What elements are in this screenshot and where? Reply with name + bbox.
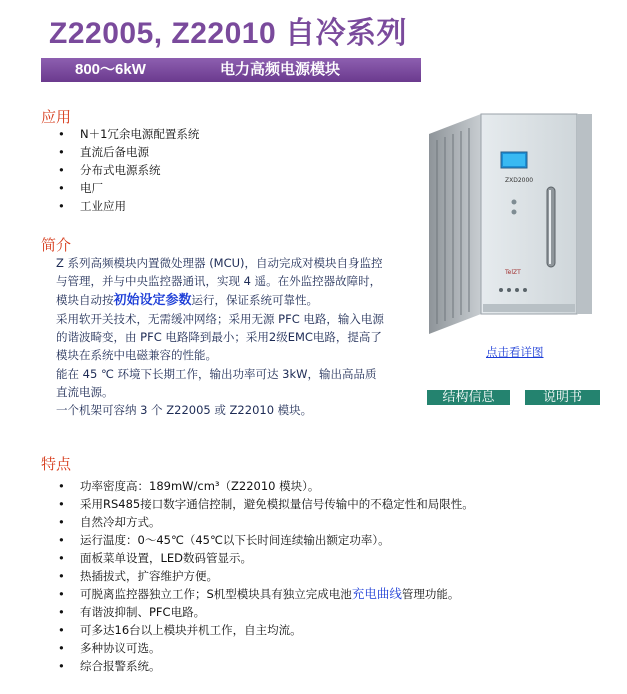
bullet-icon: • bbox=[58, 479, 65, 493]
bullet-icon: • bbox=[58, 181, 65, 195]
intro-paragraph: Z 系列高频模块内置微处理器 (MCU)，自动完成对模块自身监控与管理，并与中央监控器通讯，实现 4 遥。在外监控器故障时，模块自动按初始设定参数运行，保证系统可靠性。 bbox=[56, 256, 383, 308]
applications-heading: 应用 bbox=[41, 108, 72, 126]
intro-text bbox=[56, 254, 386, 420]
bullet-icon: • bbox=[58, 199, 65, 213]
bullet-icon: • bbox=[58, 533, 65, 547]
manual-button[interactable]: 说明书 bbox=[525, 390, 600, 405]
intro-heading: 简介 bbox=[41, 236, 72, 254]
bullet-icon: • bbox=[58, 145, 65, 159]
features-heading: 特点 bbox=[41, 455, 72, 473]
bullet-icon: • bbox=[58, 641, 65, 655]
bullet-icon: • bbox=[58, 497, 65, 511]
subtitle-name: 电力高频电源模块 bbox=[220, 61, 341, 78]
device-brand-label: TelZT bbox=[505, 269, 521, 276]
power-module-image bbox=[429, 112, 592, 334]
page-title: Z22005, Z22010 自冷系列 bbox=[49, 17, 408, 50]
bullet-icon: • bbox=[58, 551, 65, 565]
subtitle-bar bbox=[41, 58, 421, 82]
bullet-icon: • bbox=[58, 605, 65, 619]
intro-paragraph: 采用软开关技术，无需缓冲网络；采用无源 PFC 电路，输入电源的谐波畸变，由 PFC 电路降到最小；采用2级EMC电路，提高了模块在系统中电磁兼容的性能。 bbox=[56, 311, 384, 363]
subtitle-power: 800～6kW bbox=[75, 61, 146, 78]
view-detail-link[interactable]: 点击看详图 bbox=[486, 345, 544, 359]
device-model-label: ZXD2000 bbox=[505, 177, 534, 184]
charge-curve-highlight: 充电曲线 bbox=[351, 586, 402, 601]
bullet-icon: • bbox=[58, 623, 65, 637]
structure-info-button[interactable]: 结构信息 bbox=[427, 390, 510, 405]
bullet-icon: • bbox=[58, 587, 65, 601]
bullet-icon: • bbox=[58, 163, 65, 177]
bullet-icon: • bbox=[58, 659, 65, 673]
intro-paragraph: 能在 45 ℃ 环境下长期工作，输出功率可达 3kW，输出高品质直流电源。 bbox=[56, 366, 377, 400]
bullet-icon: • bbox=[58, 127, 65, 141]
bullet-icon: • bbox=[58, 569, 65, 583]
intro-paragraph: 一个机架可容纳 3 个 Z22005 或 Z22010 模块。 bbox=[56, 403, 313, 418]
bullet-icon: • bbox=[58, 515, 65, 529]
initial-parameters-highlight: 初始设定参数 bbox=[113, 292, 192, 308]
